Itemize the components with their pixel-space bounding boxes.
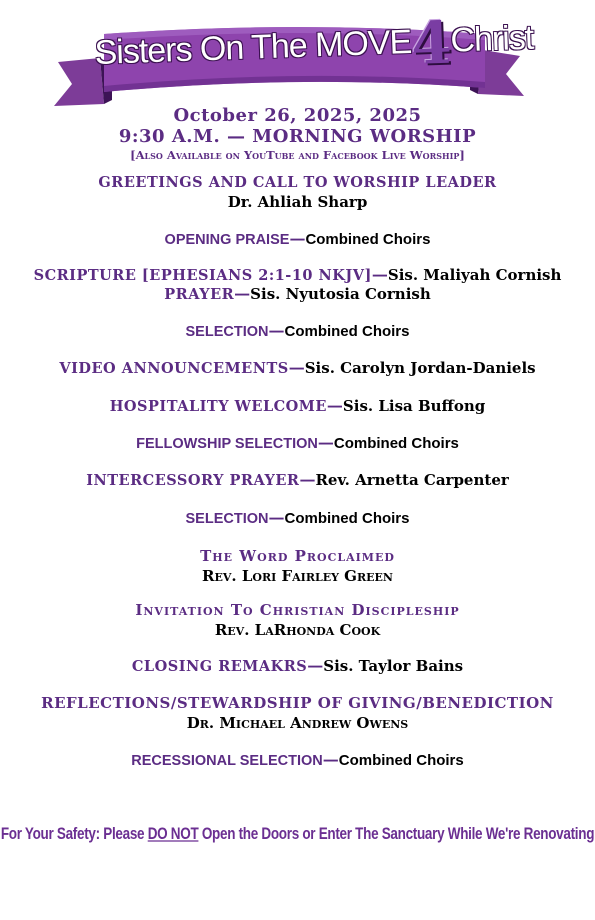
program-label: OPENING PRAISE	[164, 232, 290, 248]
safety-notice	[0, 824, 595, 843]
program-person: Rev. LaRhonda Cook	[214, 621, 381, 639]
program-item-fellowship-selection: FELLOWSHIP SELECTION—Combined Choirs	[136, 433, 459, 452]
program-label: PRAYER	[164, 286, 235, 303]
program-label: REFLECTIONS/STEWARDSHIP OF GIVING/BENEDICTION	[41, 694, 554, 712]
program-item-invitation	[0, 600, 595, 640]
availability-note: [Also Available on YouTube and Facebook Live Worship]	[130, 148, 465, 162]
program-person: Combined Choirs	[338, 752, 464, 769]
program-item-prayer: PRAYER—Sis. Nyutosia Cornish	[164, 284, 431, 303]
program-person: Sis. Carolyn Jordan-Daniels	[304, 359, 536, 377]
program-label: The Word Proclaimed	[200, 547, 395, 565]
program-label: INTERCESSORY PRAYER	[86, 472, 300, 489]
program-item-selection-2: SELECTION—Combined Choirs	[185, 508, 410, 527]
service-header	[0, 106, 595, 163]
safety-notice-emphasis: DO NOT	[147, 824, 199, 843]
program-item-greetings	[0, 172, 595, 212]
program-label: Invitation To Christian Discipleship	[135, 601, 460, 619]
program-item-selection-1: SELECTION—Combined Choirs	[185, 321, 410, 340]
service-date: October 26, 2025, 2025	[173, 105, 422, 126]
program-item-scripture: SCRIPTURE [EPHESIANS 2:1-10 NKJV]—Sis. Maliyah Cornish	[33, 265, 562, 284]
program-person: Sis. Nyutosia Cornish	[250, 285, 431, 303]
program-item-closing-remarks: CLOSING REMAKRS—Sis. Taylor Bains	[131, 656, 464, 675]
program-item-recessional-selection: RECESSIONAL SELECTION—Combined Choirs	[131, 750, 464, 769]
program-label: CLOSING REMAKRS	[131, 658, 308, 675]
banner-title-part2: Christ	[449, 18, 534, 60]
program-person: Combined Choirs	[333, 435, 459, 452]
program-label: FELLOWSHIP SELECTION	[136, 436, 318, 452]
program-person: Dr. Michael Andrew Owens	[186, 714, 409, 732]
program-person: Dr. Ahliah Sharp	[227, 193, 368, 211]
safety-notice-before: For Your Safety: Please	[0, 824, 148, 843]
program-label: SCRIPTURE [EPHESIANS 2:1-10 NKJV]	[33, 267, 372, 284]
service-time: 9:30 A.M. — MORNING WORSHIP	[118, 126, 477, 147]
safety-notice-after: Open the Doors or Enter The Sanctuary While We're Renovating	[198, 824, 595, 843]
program-person: Rev. Arnetta Carpenter	[315, 471, 509, 489]
program-label: VIDEO ANNOUNCEMENTS	[59, 360, 289, 377]
program-person: Combined Choirs	[284, 323, 410, 340]
program-person: Sis. Taylor Bains	[323, 657, 464, 675]
program-label: SELECTION	[185, 511, 269, 527]
program-person: Sis. Maliyah Cornish	[387, 266, 562, 284]
banner-title-part1: Sisters On The MOVE	[93, 22, 412, 72]
program-item-reflections-benediction	[0, 693, 595, 733]
program-person: Rev. Lori Fairley Green	[202, 567, 393, 585]
program-item-hospitality-welcome: HOSPITALITY WELCOME—Sis. Lisa Buffong	[109, 396, 486, 415]
banner-title-number: 4	[410, 8, 452, 78]
program-label: GREETINGS AND CALL TO WORSHIP LEADER	[98, 174, 497, 191]
program-person: Sis. Lisa Buffong	[342, 397, 486, 415]
program-item-word-proclaimed	[0, 546, 595, 586]
program-label: RECESSIONAL SELECTION	[131, 753, 323, 769]
program-item-intercessory-prayer: INTERCESSORY PRAYER—Rev. Arnetta Carpenter	[86, 470, 509, 489]
program-label: SELECTION	[185, 324, 269, 340]
program-label: HOSPITALITY WELCOME	[109, 398, 327, 415]
program-person: Combined Choirs	[305, 231, 431, 248]
program-item-video-announcements: VIDEO ANNOUNCEMENTS—Sis. Carolyn Jordan-Daniels	[59, 358, 536, 377]
program-item-opening-praise: OPENING PRAISE—Combined Choirs	[164, 229, 431, 248]
program-person: Combined Choirs	[284, 510, 410, 527]
